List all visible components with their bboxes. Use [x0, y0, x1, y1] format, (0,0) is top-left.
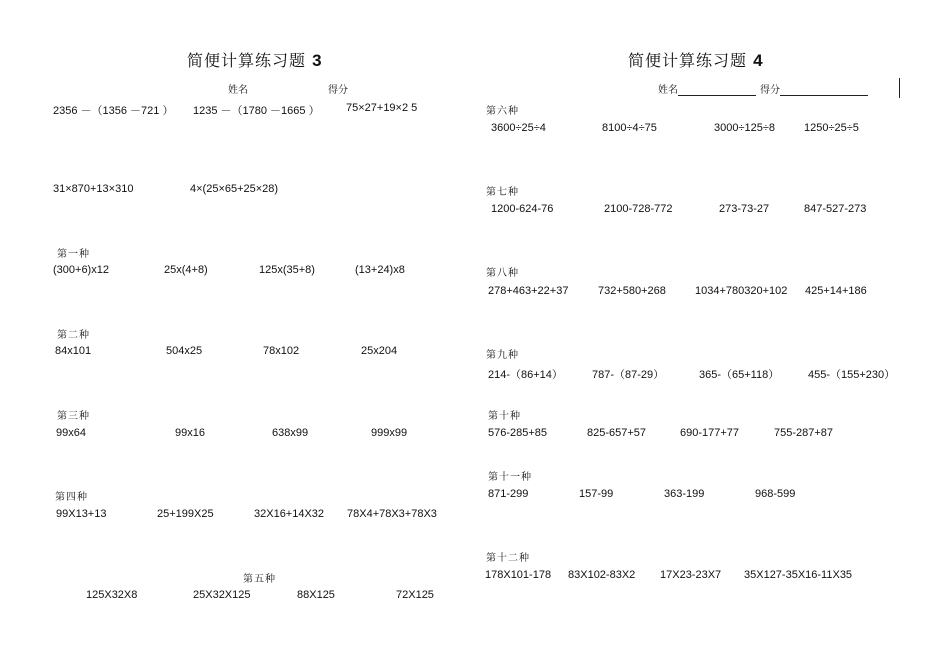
problem: 273-73-27	[719, 203, 770, 215]
left-title-number: 3	[312, 51, 323, 70]
section-label: 第九种	[486, 350, 519, 361]
left-title-text: 简便计算练习题	[187, 51, 307, 70]
intro-problem: 31×870+13×310	[53, 183, 134, 195]
problem: 25x(4+8)	[164, 264, 208, 276]
left-score-label: 得分	[328, 85, 348, 96]
section-label: 第五种	[243, 574, 276, 585]
problem: 638x99	[272, 427, 309, 439]
problem: 125x(35+8)	[259, 264, 315, 276]
problem: 3000÷125÷8	[714, 122, 776, 134]
section-label: 第十一种	[488, 472, 532, 483]
problem: 84x101	[55, 345, 92, 357]
problem: 363-199	[664, 488, 705, 500]
problem: 278+463+22+37	[488, 285, 569, 297]
name-blank-line	[678, 85, 756, 96]
section-label: 第四种	[55, 492, 88, 503]
problem: (300+6)x12	[53, 264, 109, 276]
problem: 2100-728-772	[604, 203, 673, 215]
problem: 88X125	[297, 589, 335, 601]
problem: 787-（87-29）	[592, 369, 665, 381]
problem: 25X32X125	[193, 589, 251, 601]
problem: 72X125	[396, 589, 434, 601]
intro-problem: 1235 －（1780 －1665 ）	[193, 105, 320, 117]
problem: 178X101-178	[485, 569, 552, 581]
left-name-label: 姓名	[228, 85, 248, 96]
problem: 157-99	[579, 488, 614, 500]
problem: 214-（86+14）	[488, 369, 563, 381]
intro-problem: 2356 －（1356 －721 ）	[53, 105, 174, 117]
score-blank-line	[780, 85, 868, 96]
problem: 455-（155+230）	[808, 369, 896, 381]
problem: 99x64	[56, 427, 86, 439]
problem: 32X16+14X32	[254, 508, 325, 520]
problem: 3600÷25÷4	[491, 122, 546, 134]
intro-problem: 75×27+19×2 5	[346, 102, 418, 114]
problem: 78X4+78X3+78X3	[347, 508, 437, 520]
problem: 99x16	[175, 427, 205, 439]
problem: 871-299	[488, 488, 529, 500]
problem: 17X23-23X7	[660, 569, 722, 581]
problem: 8100÷4÷75	[602, 122, 657, 134]
intro-problem: 4×(25×65+25×28)	[190, 183, 279, 195]
section-label: 第八种	[486, 268, 519, 279]
problem: 504x25	[166, 345, 203, 357]
section-label: 第十种	[488, 411, 521, 422]
section-label: 第六种	[486, 106, 519, 117]
left-page-title	[187, 48, 323, 71]
problem: 576-285+85	[488, 427, 548, 439]
problem: 755-287+87	[774, 427, 834, 439]
problem: 125X32X8	[86, 589, 138, 601]
section-label: 第二种	[57, 330, 90, 341]
problem: 1250÷25÷5	[804, 122, 859, 134]
right-score-field	[760, 81, 868, 96]
section-label: 第三种	[57, 411, 90, 422]
problem: 425+14+186	[805, 285, 867, 297]
section-label: 第一种	[57, 249, 90, 260]
problem: 847-527-273	[804, 203, 867, 215]
right-title-number: 4	[753, 51, 764, 70]
margin-divider	[899, 78, 900, 98]
right-page-title	[628, 48, 764, 71]
problem: 825-657+57	[587, 427, 647, 439]
problem: 78x102	[263, 345, 300, 357]
problem: 968-599	[755, 488, 796, 500]
problem: 732+580+268	[598, 285, 666, 297]
problem: 365-（65+118）	[699, 369, 780, 381]
problem: 25x204	[361, 345, 398, 357]
problem: (13+24)x8	[355, 264, 405, 276]
problem: 999x99	[371, 427, 408, 439]
section-label: 第七种	[486, 187, 519, 198]
problem: 690-177+77	[680, 427, 740, 439]
right-title-text: 简便计算练习题	[628, 51, 748, 70]
section-label: 第十二种	[486, 553, 530, 564]
problem: 99X13+13	[56, 508, 107, 520]
problem: 83X102-83X2	[568, 569, 636, 581]
problem: 1200-624-76	[491, 203, 554, 215]
problem: 1034+780320+102	[695, 285, 788, 297]
problem: 35X127-35X16-11X35	[744, 569, 853, 581]
right-score-label: 得分	[760, 85, 780, 96]
right-name-label: 姓名	[658, 85, 678, 96]
problem: 25+199X25	[157, 508, 214, 520]
right-name-field	[658, 81, 756, 96]
